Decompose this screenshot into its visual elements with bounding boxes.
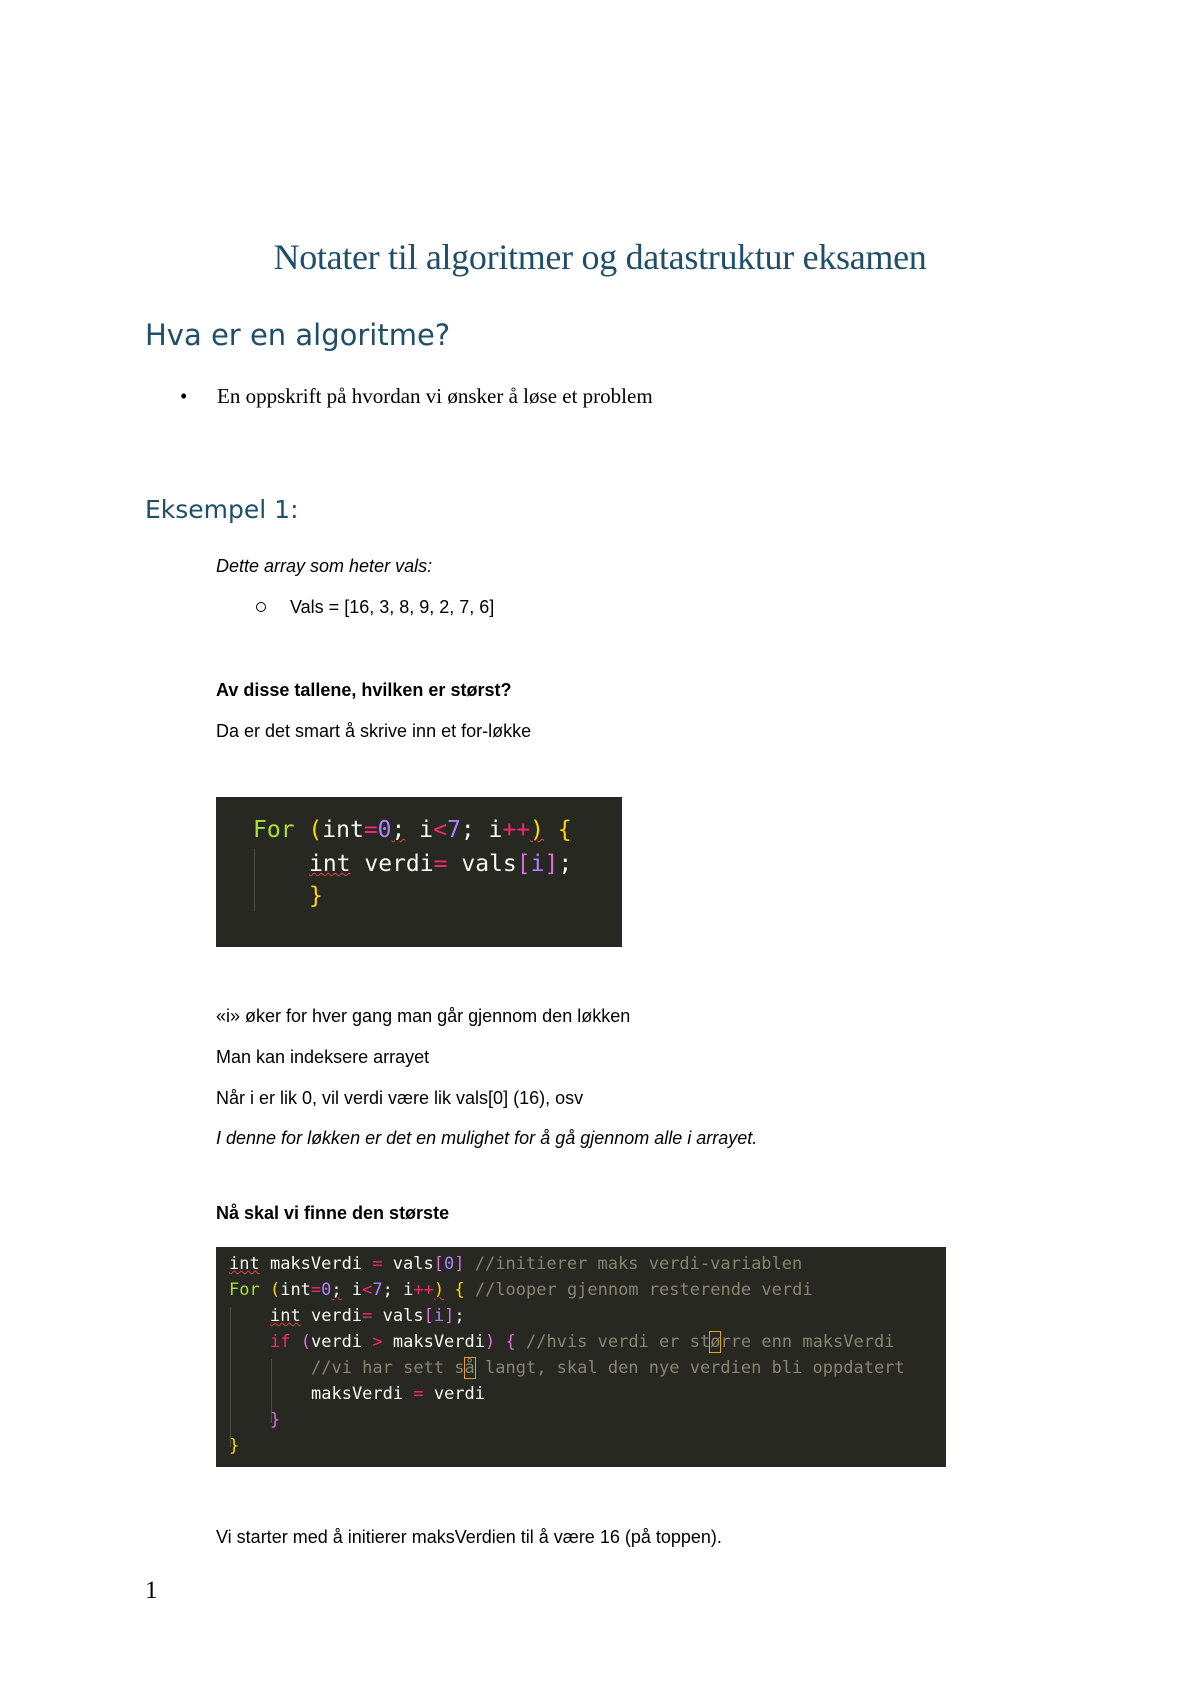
note-line: Når i er lik 0, vil verdi være lik vals[0] (16), osv	[216, 1088, 584, 1108]
code-line: For (int=0; i<7; i++) { //looper gjennom resterende verdi	[229, 1280, 813, 1300]
document-title: Notater til algoritmer og datastruktur eksamen	[273, 237, 927, 277]
code-line: }	[309, 883, 323, 909]
code-line: int verdi= vals[i];	[309, 851, 573, 877]
note-line: I denne for løkken er det en mulighet for å gå gjennom alle i arrayet.	[216, 1128, 758, 1148]
code-line: }	[229, 1436, 240, 1456]
find-heading: Nå skal vi finne den største	[216, 1203, 450, 1223]
answer-text: Da er det smart å skrive inn et for-løkke	[216, 721, 532, 741]
code-block-for-loop	[216, 797, 622, 947]
code-line: maksVerdi = verdi	[311, 1384, 486, 1404]
code-line: int verdi= vals[i];	[270, 1306, 465, 1326]
array-values: Vals = [16, 3, 8, 9, 2, 7, 6]	[290, 597, 495, 617]
page-number: 1	[145, 1577, 158, 1604]
code-line: }	[270, 1410, 281, 1430]
code-block-max-value	[216, 1247, 946, 1467]
note-line: «i» øker for hver gang man går gjennom den løkken	[216, 1006, 631, 1026]
circle-bullet-icon	[256, 602, 266, 612]
bullet-text: En oppskrift på hvordan vi ønsker å løse et problem	[217, 384, 653, 408]
code-line: int maksVerdi = vals[0] //initierer maks verdi-variablen	[229, 1254, 803, 1274]
closing-text: Vi starter med å initierer maksVerdien til å være 16 (på toppen).	[216, 1527, 722, 1547]
section-heading-example: Eksempel 1:	[145, 495, 299, 524]
bullet-icon: •	[180, 384, 188, 408]
code-line: if (verdi > maksVerdi) { //hvis verdi er større enn maksVerdi	[270, 1332, 895, 1352]
code-line: //vi har sett så langt, skal den nye verdien bli oppdatert	[311, 1358, 905, 1378]
code-line: For (int=0; i<7; i++) {	[253, 817, 572, 843]
section-heading-algorithm: Hva er en algoritme?	[145, 318, 451, 352]
indent-guide	[254, 849, 255, 911]
indent-guide	[230, 1307, 231, 1447]
array-intro: Dette array som heter vals:	[216, 556, 433, 576]
note-line: Man kan indeksere arrayet	[216, 1047, 430, 1067]
question-heading: Av disse tallene, hvilken er størst?	[216, 680, 512, 700]
